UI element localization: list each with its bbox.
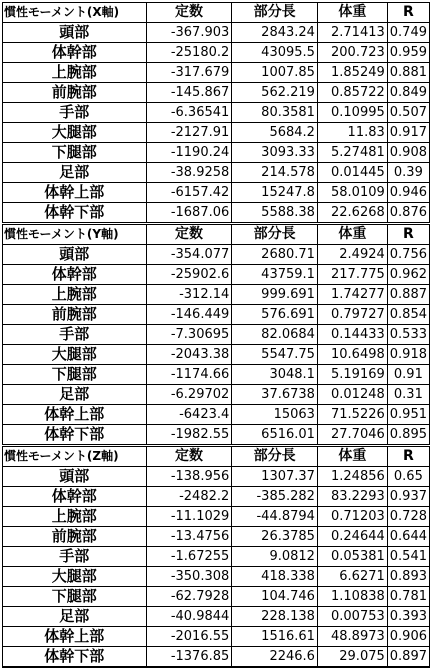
inertia-moment-table <box>2 2 430 668</box>
body-weight-cell[interactable]: 200.723 <box>317 43 387 63</box>
table-row <box>3 23 430 43</box>
r-cell[interactable]: 0.756 <box>387 245 429 265</box>
segment-label[interactable]: 下腿部 <box>3 587 147 607</box>
segment-length-cell[interactable]: 562.219 <box>232 83 318 103</box>
constant-cell[interactable]: -138.956 <box>146 467 232 487</box>
segment-length-cell[interactable]: 43759.1 <box>232 265 318 285</box>
table-row <box>3 325 430 345</box>
body-weight-cell[interactable]: 0.01445 <box>317 163 387 183</box>
segment-length-cell[interactable]: -385.282 <box>232 487 318 507</box>
constant-cell[interactable]: -6423.4 <box>146 405 232 425</box>
r-cell[interactable]: 0.897 <box>387 647 429 668</box>
segment-label[interactable]: 体幹上部 <box>3 183 147 203</box>
constant-cell[interactable]: -6.29702 <box>146 385 232 405</box>
segment-label[interactable]: 前腕部 <box>3 305 147 325</box>
segment-length-cell[interactable]: 5588.38 <box>232 203 318 224</box>
constant-cell[interactable]: -7.30695 <box>146 325 232 345</box>
constant-cell[interactable]: -6157.42 <box>146 183 232 203</box>
segment-label[interactable]: 前腕部 <box>3 83 147 103</box>
constant-cell[interactable]: -25902.6 <box>146 265 232 285</box>
body-weight-cell[interactable]: 58.0109 <box>317 183 387 203</box>
segment-label[interactable]: 上腕部 <box>3 507 147 527</box>
table-row <box>3 487 430 507</box>
segment-label[interactable]: 足部 <box>3 607 147 627</box>
column-header-constant: 定数 <box>146 224 232 245</box>
segment-length-cell[interactable]: 43095.5 <box>232 43 318 63</box>
segment-label[interactable]: 大腿部 <box>3 567 147 587</box>
segment-label[interactable]: 大腿部 <box>3 123 147 143</box>
segment-label[interactable]: 足部 <box>3 385 147 405</box>
segment-label[interactable]: 頭部 <box>3 245 147 265</box>
body-weight-cell[interactable]: 0.85722 <box>317 83 387 103</box>
segment-length-cell[interactable]: -44.8794 <box>232 507 318 527</box>
constant-cell[interactable]: -1190.24 <box>146 143 232 163</box>
r-cell[interactable]: 0.918 <box>387 345 429 365</box>
table-row <box>3 43 430 63</box>
table-row <box>3 83 430 103</box>
table-row <box>3 425 430 446</box>
column-header-body-weight: 体重 <box>317 224 387 245</box>
segment-length-cell[interactable]: 576.691 <box>232 305 318 325</box>
r-cell[interactable]: 0.908 <box>387 143 429 163</box>
segment-label[interactable]: 体幹部 <box>3 43 147 63</box>
constant-cell[interactable]: -13.4756 <box>146 527 232 547</box>
body-weight-cell[interactable]: 217.775 <box>317 265 387 285</box>
r-cell[interactable]: 0.887 <box>387 285 429 305</box>
body-weight-cell[interactable]: 0.71203 <box>317 507 387 527</box>
r-cell[interactable]: 0.895 <box>387 425 429 446</box>
column-header-body-weight: 体重 <box>317 3 387 23</box>
r-cell[interactable]: 0.91 <box>387 365 429 385</box>
segment-label[interactable]: 体幹下部 <box>3 647 147 668</box>
section-header-row <box>3 3 430 23</box>
body-weight-cell[interactable]: 1.74277 <box>317 285 387 305</box>
constant-cell[interactable]: -62.7928 <box>146 587 232 607</box>
segment-length-cell[interactable]: 104.746 <box>232 587 318 607</box>
segment-length-cell[interactable]: 3048.1 <box>232 365 318 385</box>
table-row <box>3 647 430 668</box>
r-cell[interactable]: 0.541 <box>387 547 429 567</box>
r-cell[interactable]: 0.893 <box>387 567 429 587</box>
segment-length-cell[interactable]: 999.691 <box>232 285 318 305</box>
table-row <box>3 547 430 567</box>
section-title: 慣性モーメント(X軸) <box>3 3 147 23</box>
body-weight-cell[interactable]: 0.05381 <box>317 547 387 567</box>
body-weight-cell[interactable]: 1.24856 <box>317 467 387 487</box>
column-header-r: R <box>387 224 429 245</box>
r-cell[interactable]: 0.849 <box>387 83 429 103</box>
constant-cell[interactable]: -2482.2 <box>146 487 232 507</box>
body-weight-cell[interactable]: 83.2293 <box>317 487 387 507</box>
segment-label[interactable]: 下腿部 <box>3 143 147 163</box>
constant-cell[interactable]: -145.867 <box>146 83 232 103</box>
section-title: 慣性モーメント(Y軸) <box>3 224 147 245</box>
segment-length-cell[interactable]: 1516.61 <box>232 627 318 647</box>
segment-length-cell[interactable]: 2246.6 <box>232 647 318 668</box>
body-weight-cell[interactable]: 11.83 <box>317 123 387 143</box>
column-header-constant: 定数 <box>146 3 232 23</box>
r-cell[interactable]: 0.881 <box>387 63 429 83</box>
r-cell[interactable]: 0.854 <box>387 305 429 325</box>
constant-cell[interactable]: -312.14 <box>146 285 232 305</box>
segment-length-cell[interactable]: 82.0684 <box>232 325 318 345</box>
table-row <box>3 345 430 365</box>
segment-label[interactable]: 手部 <box>3 547 147 567</box>
body-weight-cell[interactable]: 5.27481 <box>317 143 387 163</box>
body-weight-cell[interactable]: 0.14433 <box>317 325 387 345</box>
constant-cell[interactable]: -1.67255 <box>146 547 232 567</box>
segment-length-cell[interactable]: 228.138 <box>232 607 318 627</box>
body-weight-cell[interactable]: 2.4924 <box>317 245 387 265</box>
segment-length-cell[interactable]: 3093.33 <box>232 143 318 163</box>
segment-label[interactable]: 上腕部 <box>3 63 147 83</box>
table-row <box>3 143 430 163</box>
segment-label[interactable]: 前腕部 <box>3 527 147 547</box>
r-cell[interactable]: 0.507 <box>387 103 429 123</box>
table-row <box>3 285 430 305</box>
segment-length-cell[interactable]: 418.338 <box>232 567 318 587</box>
body-weight-cell[interactable]: 0.24644 <box>317 527 387 547</box>
constant-cell[interactable]: -354.077 <box>146 245 232 265</box>
constant-cell[interactable]: -6.36541 <box>146 103 232 123</box>
segment-label[interactable]: 大腿部 <box>3 345 147 365</box>
constant-cell[interactable]: -2127.91 <box>146 123 232 143</box>
segment-label[interactable]: 手部 <box>3 325 147 345</box>
section-header-row <box>3 224 430 245</box>
section-header-row <box>3 446 430 467</box>
segment-length-cell[interactable]: 15063 <box>232 405 318 425</box>
r-cell[interactable]: 0.749 <box>387 23 429 43</box>
r-cell[interactable]: 0.946 <box>387 183 429 203</box>
table-row <box>3 63 430 83</box>
column-header-r: R <box>387 3 429 23</box>
r-cell[interactable]: 0.917 <box>387 123 429 143</box>
table-row <box>3 587 430 607</box>
constant-cell[interactable]: -317.679 <box>146 63 232 83</box>
body-weight-cell[interactable]: 2.71413 <box>317 23 387 43</box>
body-weight-cell[interactable]: 6.6271 <box>317 567 387 587</box>
constant-cell[interactable]: -350.308 <box>146 567 232 587</box>
body-weight-cell[interactable]: 48.8973 <box>317 627 387 647</box>
table-row <box>3 203 430 224</box>
segment-label[interactable]: 手部 <box>3 103 147 123</box>
table-row <box>3 245 430 265</box>
segment-length-cell[interactable]: 214.578 <box>232 163 318 183</box>
segment-length-cell[interactable]: 5547.75 <box>232 345 318 365</box>
table-row <box>3 385 430 405</box>
r-cell[interactable]: 0.781 <box>387 587 429 607</box>
column-header-r: R <box>387 446 429 467</box>
r-cell[interactable]: 0.728 <box>387 507 429 527</box>
segment-label[interactable]: 体幹部 <box>3 487 147 507</box>
segment-label[interactable]: 頭部 <box>3 467 147 487</box>
table-row <box>3 265 430 285</box>
r-cell[interactable]: 0.533 <box>387 325 429 345</box>
segment-label[interactable]: 足部 <box>3 163 147 183</box>
table-row <box>3 405 430 425</box>
r-cell[interactable]: 0.962 <box>387 265 429 285</box>
segment-label[interactable]: 上腕部 <box>3 285 147 305</box>
column-header-segment-length: 部分長 <box>232 446 318 467</box>
constant-cell[interactable]: -146.449 <box>146 305 232 325</box>
segment-label[interactable]: 下腿部 <box>3 365 147 385</box>
column-header-constant: 定数 <box>146 446 232 467</box>
constant-cell[interactable]: -367.903 <box>146 23 232 43</box>
r-cell[interactable]: 0.644 <box>387 527 429 547</box>
segment-label[interactable]: 体幹下部 <box>3 203 147 224</box>
r-cell[interactable]: 0.393 <box>387 607 429 627</box>
body-weight-cell[interactable]: 5.19169 <box>317 365 387 385</box>
column-header-segment-length: 部分長 <box>232 224 318 245</box>
body-weight-cell[interactable]: 71.5226 <box>317 405 387 425</box>
table-row <box>3 123 430 143</box>
body-weight-cell[interactable]: 22.6268 <box>317 203 387 224</box>
table-row <box>3 467 430 487</box>
body-weight-cell[interactable]: 10.6498 <box>317 345 387 365</box>
body-weight-cell[interactable]: 29.075 <box>317 647 387 668</box>
table-row <box>3 365 430 385</box>
r-cell[interactable]: 0.951 <box>387 405 429 425</box>
r-cell[interactable]: 0.959 <box>387 43 429 63</box>
r-cell[interactable]: 0.906 <box>387 627 429 647</box>
section-title: 慣性モーメント(Z軸) <box>3 446 147 467</box>
segment-label[interactable]: 体幹下部 <box>3 425 147 446</box>
segment-length-cell[interactable]: 15247.8 <box>232 183 318 203</box>
segment-label[interactable]: 頭部 <box>3 23 147 43</box>
constant-cell[interactable]: -11.1029 <box>146 507 232 527</box>
body-weight-cell[interactable]: 1.10838 <box>317 587 387 607</box>
table-row <box>3 627 430 647</box>
segment-label[interactable]: 体幹部 <box>3 265 147 285</box>
r-cell[interactable]: 0.876 <box>387 203 429 224</box>
segment-length-cell[interactable]: 6516.01 <box>232 425 318 446</box>
table-row <box>3 163 430 183</box>
constant-cell[interactable]: -1174.66 <box>146 365 232 385</box>
segment-length-cell[interactable]: 5684.2 <box>232 123 318 143</box>
table-row <box>3 305 430 325</box>
table-row <box>3 507 430 527</box>
body-weight-cell[interactable]: 0.79727 <box>317 305 387 325</box>
constant-cell[interactable]: -1687.06 <box>146 203 232 224</box>
column-header-segment-length: 部分長 <box>232 3 318 23</box>
table-row <box>3 607 430 627</box>
body-weight-cell[interactable]: 0.00753 <box>317 607 387 627</box>
constant-cell[interactable]: -1982.55 <box>146 425 232 446</box>
constant-cell[interactable]: -40.9844 <box>146 607 232 627</box>
r-cell[interactable]: 0.937 <box>387 487 429 507</box>
segment-length-cell[interactable]: 2680.71 <box>232 245 318 265</box>
constant-cell[interactable]: -25180.2 <box>146 43 232 63</box>
constant-cell[interactable]: -2016.55 <box>146 627 232 647</box>
segment-length-cell[interactable]: 2843.24 <box>232 23 318 43</box>
r-cell[interactable]: 0.39 <box>387 163 429 183</box>
table-row <box>3 527 430 547</box>
r-cell[interactable]: 0.65 <box>387 467 429 487</box>
constant-cell[interactable]: -2043.38 <box>146 345 232 365</box>
constant-cell[interactable]: -1376.85 <box>146 647 232 668</box>
segment-length-cell[interactable]: 9.0812 <box>232 547 318 567</box>
body-weight-cell[interactable]: 1.85249 <box>317 63 387 83</box>
body-weight-cell[interactable]: 0.10995 <box>317 103 387 123</box>
segment-length-cell[interactable]: 80.3581 <box>232 103 318 123</box>
table-row <box>3 103 430 123</box>
segment-length-cell[interactable]: 37.6738 <box>232 385 318 405</box>
segment-label[interactable]: 体幹上部 <box>3 405 147 425</box>
segment-length-cell[interactable]: 26.3785 <box>232 527 318 547</box>
table-row <box>3 567 430 587</box>
segment-label[interactable]: 体幹上部 <box>3 627 147 647</box>
segment-length-cell[interactable]: 1007.85 <box>232 63 318 83</box>
body-weight-cell[interactable]: 0.01248 <box>317 385 387 405</box>
r-cell[interactable]: 0.31 <box>387 385 429 405</box>
column-header-body-weight: 体重 <box>317 446 387 467</box>
segment-length-cell[interactable]: 1307.37 <box>232 467 318 487</box>
table-row <box>3 183 430 203</box>
constant-cell[interactable]: -38.9258 <box>146 163 232 183</box>
body-weight-cell[interactable]: 27.7046 <box>317 425 387 446</box>
